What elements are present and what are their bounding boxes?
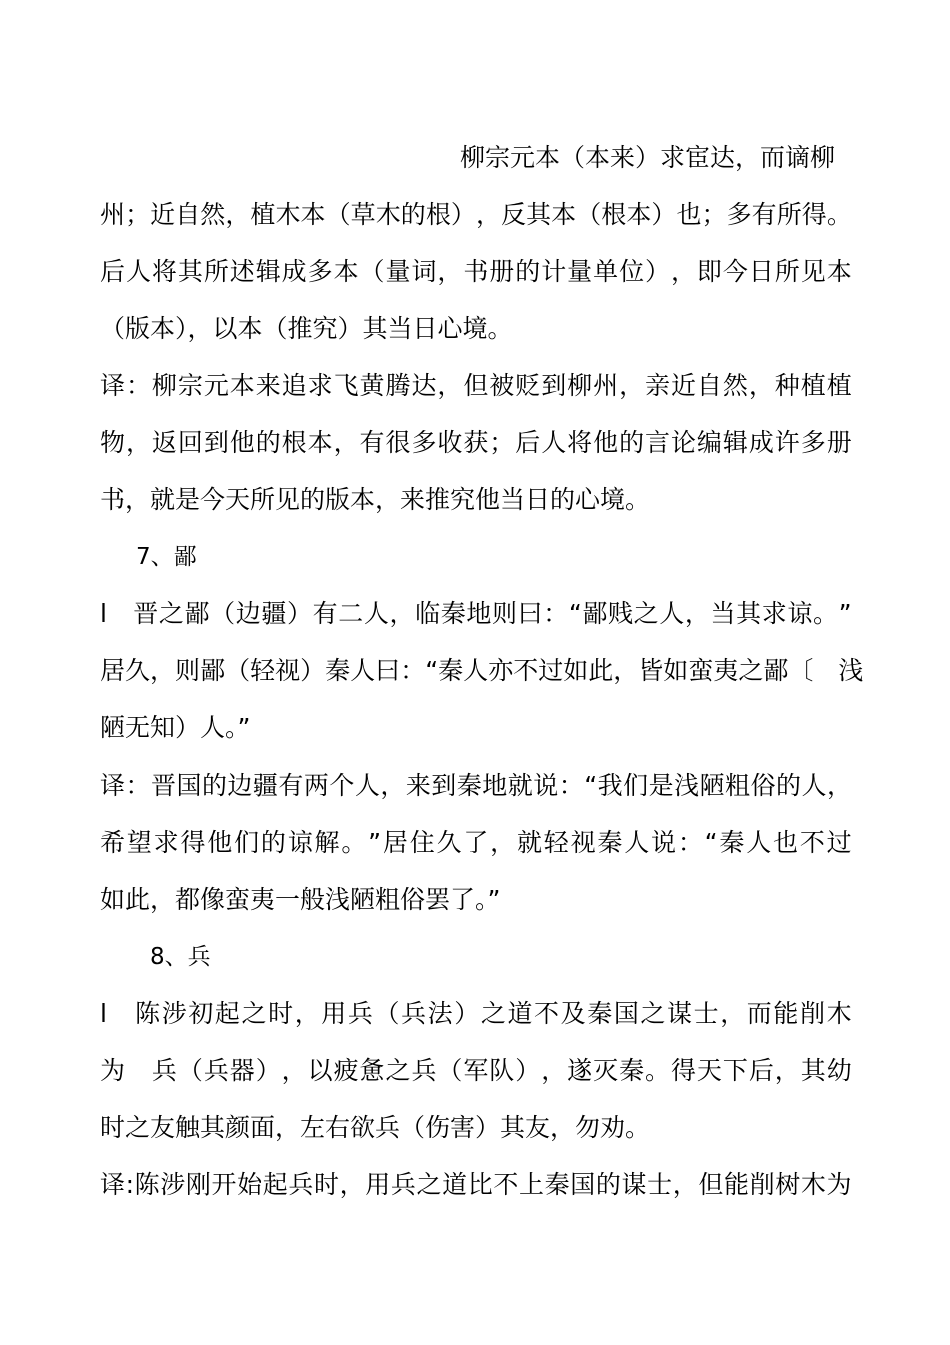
text-line-3: 后 人 将 其 所 述 辑 成 多 本 （ 量 词 ， 书 册 的 计 量 单 位 ） ， 即 今 日 所 见 本	[100, 257, 852, 286]
translation-line-1: 译 ： 柳 宗 元 本 来 追 求 飞 黄 腾 达 ， 但 被 贬 到 柳 州 ， 亲 近 自 然 ， 种 植 植	[100, 371, 852, 400]
section-heading-7: 7、鄙	[136, 544, 197, 570]
example-line-2: 居 久 ， 则 鄙 （ 轻 视 ） 秦 人 曰 ： “ 秦 人 亦 不 过 如 此 ， 皆 如 蛮 夷 之 鄙 〔 浅	[100, 656, 864, 685]
example-line-3: 陋无知）人。”	[100, 713, 251, 742]
translation-line-6: 如此，都像蛮夷一般浅陋粗俗罢了。”	[100, 885, 501, 914]
text-line-1: 柳宗元本（本来）求宦达，而谪柳	[460, 143, 836, 172]
translation-line-5: 希 望 求 得 他 们 的 谅 解 。 ” 居 住 久 了 ， 就 轻 视 秦 人 说 ： “ 秦 人 也 不 过	[100, 828, 852, 857]
text-line-2: 州 ； 近 自 然 ， 植 木 本 （ 草 木 的 根 ） ， 反 其 本 （ 根 本 ） 也 ； 多 有 所 得 。	[100, 200, 852, 229]
text-line-4: （版本），以本（推究）其当日心境。	[100, 314, 513, 343]
section-heading-8: 8、兵	[150, 944, 211, 970]
example-line-4: l 陈 涉 初 起 之 时 ， 用 兵 （ 兵 法 ） 之 道 不 及 秦 国 之 谋 士 ， 而 能 削 木	[100, 999, 852, 1028]
example-line-1: l 晋 之 鄙 （ 边 疆 ） 有 二 人 ， 临 秦 地 则 曰 ： “ 鄙 贱 之 人 ， 当 其 求 谅 。 ”	[100, 599, 852, 628]
translation-line-2: 物 ， 返 回 到 他 的 根 本 ， 有 很 多 收 获 ； 后 人 将 他 的 言 论 编 辑 成 许 多 册	[100, 428, 852, 457]
translation-line-4: 译 ： 晋 国 的 边 疆 有 两 个 人 ， 来 到 秦 地 就 说 ： “ 我 们 是 浅 陋 粗 俗 的 人 ，	[100, 771, 852, 800]
translation-line-7: 译 : 陈 涉 刚 开 始 起 兵 时 ， 用 兵 之 道 比 不 上 秦 国 的 谋 士 ， 但 能 削 树 木 为	[100, 1170, 852, 1199]
translation-line-3: 书，就是今天所见的版本，来推究他当日的心境。	[100, 485, 651, 514]
example-line-6: 时之友触其颜面，左右欲兵（伤害）其友，勿劝。	[100, 1113, 651, 1142]
example-line-5: 为 兵 （ 兵 器 ） ， 以 疲 惫 之 兵 （ 军 队 ） ， 遂 灭 秦 。 得 天 下 后 ， 其 幼	[100, 1056, 852, 1085]
